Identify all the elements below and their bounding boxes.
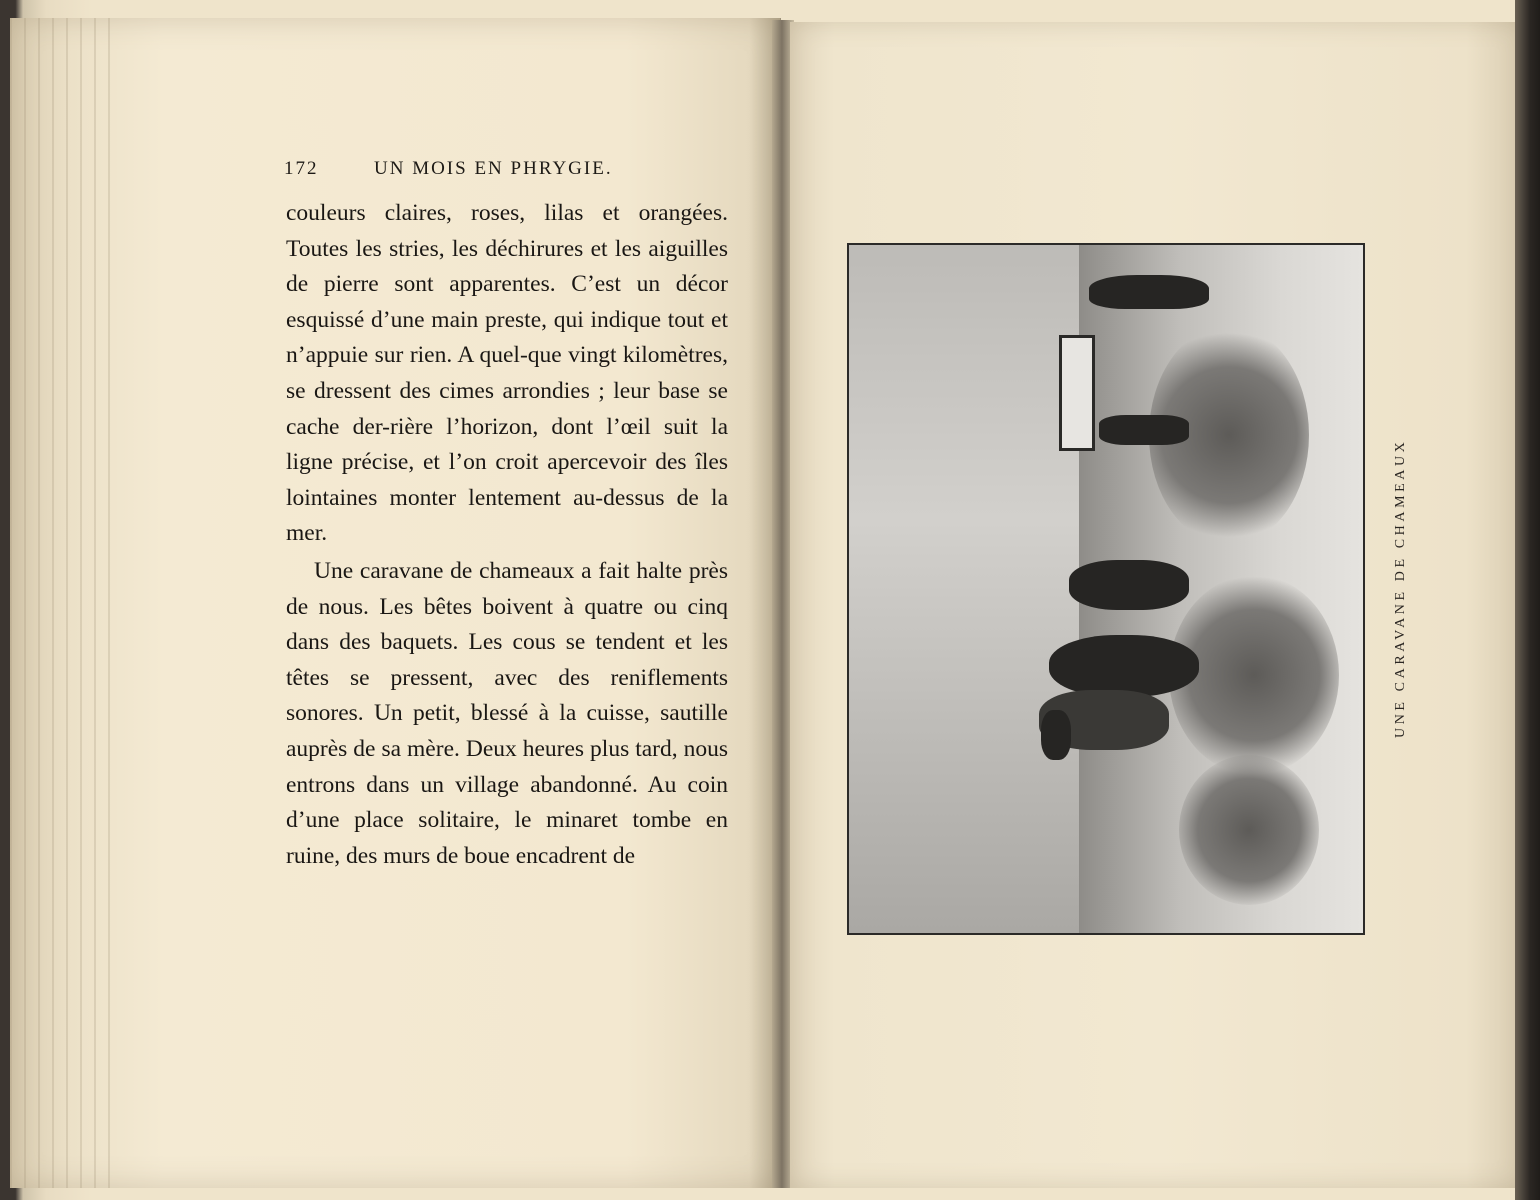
- page-edges: [10, 18, 120, 1188]
- plate-camel: [1049, 635, 1199, 697]
- body-text: [286, 196, 728, 874]
- page-number: 172: [284, 158, 319, 179]
- plate-camel: [1059, 335, 1095, 451]
- plate-camel: [1069, 560, 1189, 610]
- paragraph: couleurs claires, roses, lilas et orangées. Toutes les stries, les déchirures et les aiguilles de pierre sont apparentes. C’est un décor esquissé d’une main preste, qui indique tout et n’appuie sur rien. A quel-que vingt kilomètres, se dressent des cimes arrondies ; leur base se cache der-rière l’horizon, dont l’œil suit la ligne précise, et l’on croit apercevoir des îles lointaines monter lentement au-dessus de la mer.: [286, 200, 728, 547]
- plate-rider: [1041, 710, 1071, 760]
- plate-camel: [1099, 415, 1189, 445]
- running-head-title: UN MOIS EN PHRYGIE.: [374, 158, 613, 179]
- plate-caption: UNE CARAVANE DE CHAMEAUX: [1393, 438, 1408, 738]
- plate-shrub: [1179, 755, 1319, 905]
- book-cover-edge: [1515, 0, 1540, 1200]
- plate-sky: [849, 245, 1079, 933]
- paragraph: Une caravane de chameaux a fait halte près de nous. Les bêtes boivent à quatre ou cinq dans des baquets. Les cous se tendent et les têtes se pressent, avec des reniflements sonores. Un petit, blessé à la cuisse, sautille auprès de sa mère. Deux heures plus tard, nous entrons dans un village abandonné. Au coin d’une place solitaire, le minaret tombe en ruine, des murs de boue encadrent de: [286, 557, 728, 869]
- running-head: [284, 158, 734, 180]
- photo-plate: [847, 243, 1365, 935]
- plate-camel: [1089, 275, 1209, 309]
